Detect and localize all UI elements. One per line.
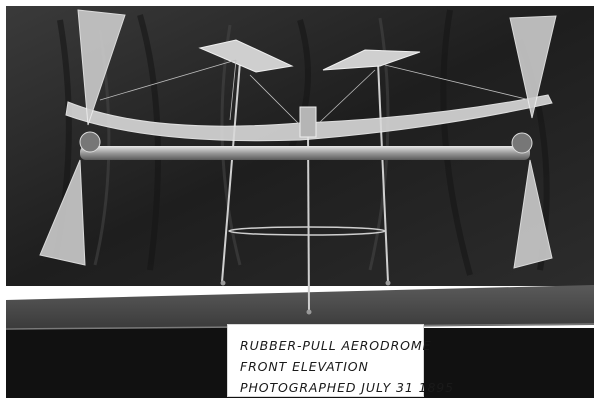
- caption-title: RUBBER-PULL AERODROME: [240, 338, 432, 353]
- right-propeller-hub: [512, 133, 532, 153]
- left-propeller-hub: [80, 132, 100, 152]
- caption-date: PHOTOGRAPHED JULY 31 1895: [240, 380, 455, 395]
- center-mount: [300, 107, 316, 137]
- caption-view: FRONT ELEVATION: [240, 359, 369, 374]
- main-rod: [80, 146, 530, 160]
- caption-card: [227, 324, 455, 397]
